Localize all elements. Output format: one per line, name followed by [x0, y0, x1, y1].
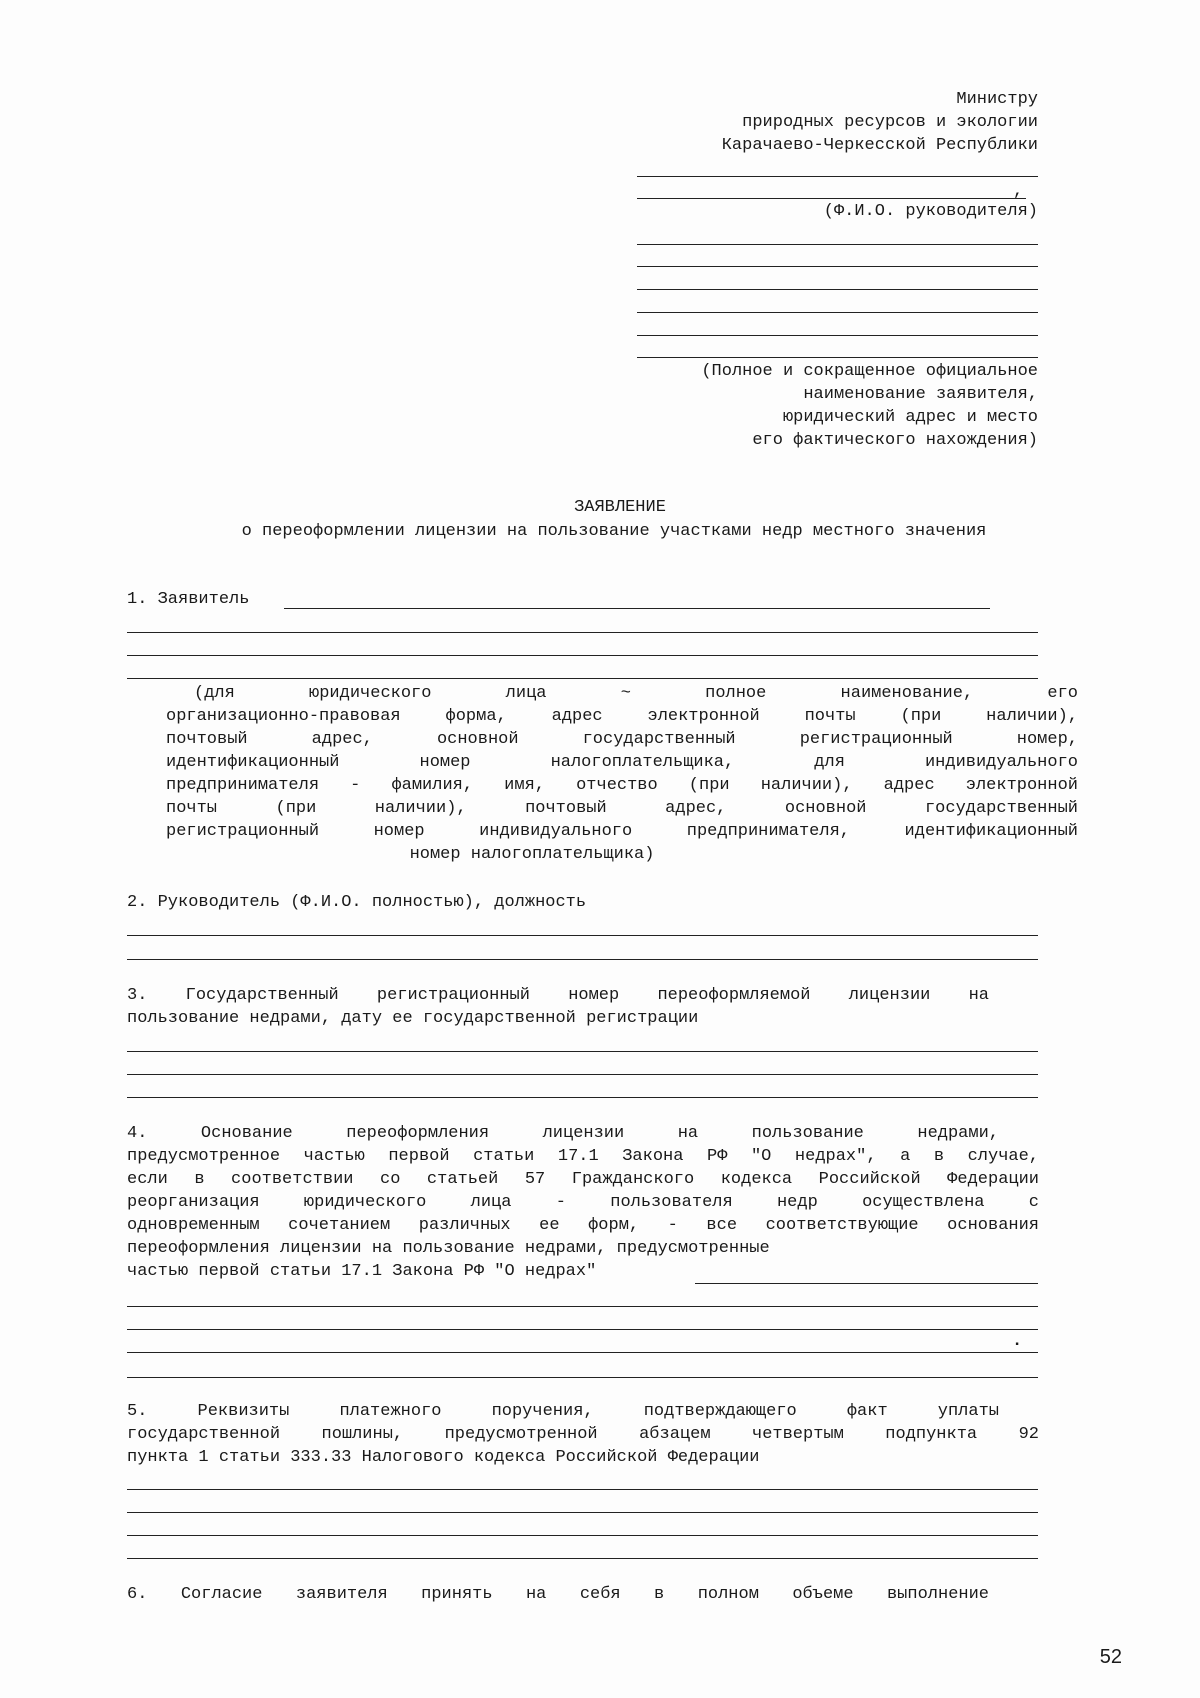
fill-line — [695, 1283, 1038, 1284]
fill-line — [127, 935, 1038, 936]
note-line: (Полное и сокращенное официальное — [701, 362, 1038, 381]
fill-line — [127, 655, 1038, 656]
dot-mark: . — [1012, 1332, 1023, 1351]
text-line: если в соответствии со статьей 57 Гражданского кодекса Российской Федерации — [127, 1170, 1039, 1189]
text-line: 5. Реквизиты платежного поручения, подтверждающего факт уплаты — [127, 1402, 999, 1421]
fill-line — [127, 1306, 1038, 1307]
note-line: его фактического нахождения) — [752, 431, 1038, 450]
text-line: одновременным сочетанием различных ее форм, - все соответствующие основания — [127, 1216, 1039, 1235]
fill-line — [637, 312, 1038, 313]
text-line: переоформления лицензии на пользование недрами, предусмотренные — [127, 1239, 770, 1258]
note-line: предпринимателя - фамилия, имя, отчество (при наличии), адрес электронной — [166, 776, 1078, 795]
fill-line — [127, 1512, 1038, 1513]
text-line: предусмотренное частью первой статьи 17.1 Закона РФ "О недрах", а в случае, — [127, 1147, 1039, 1166]
document-subtitle: о переоформлении лицензии на пользование участками недр местного значения — [241, 522, 987, 541]
fill-line — [637, 357, 1038, 358]
fill-line — [127, 1051, 1038, 1052]
document-title: ЗАЯВЛЕНИЕ — [574, 498, 666, 517]
fill-line — [127, 678, 1038, 679]
fill-line — [284, 608, 990, 609]
fill-line — [127, 1352, 1038, 1353]
fill-line — [637, 198, 1026, 199]
note-line: регистрационный номер индивидуального предпринимателя, идентификационный — [166, 822, 1078, 841]
applicant-note — [701, 360, 1038, 452]
note-line: наименование заявителя, — [803, 385, 1038, 404]
section1-note — [166, 682, 1078, 866]
text-line: 3. Государственный регистрационный номер переоформляемой лицензии на — [127, 986, 989, 1005]
fio-note: (Ф.И.О. руководителя) — [823, 202, 1038, 221]
fill-line — [127, 1097, 1038, 1098]
note-line: почты (при наличии), почтовый адрес, основной государственный — [166, 799, 1078, 818]
section3-text — [127, 984, 989, 1030]
text-line: реорганизация юридического лица - пользователя недр осуществлена с — [127, 1193, 1039, 1212]
fill-line — [637, 176, 1038, 177]
note-line: (для юридического лица ~ полное наименование, его — [194, 684, 1078, 703]
fill-line — [127, 1329, 1038, 1330]
note-line: почтовый адрес, основной государственный регистрационный номер, — [166, 730, 1078, 749]
section1-label: 1. Заявитель — [127, 590, 250, 609]
fill-line — [127, 1535, 1038, 1536]
section4-text — [127, 1122, 1039, 1283]
note-line: юридический адрес и место — [782, 408, 1038, 427]
text-line: пункта 1 статьи 333.33 Налогового кодекса Российской Федерации — [127, 1448, 760, 1467]
section5-text — [127, 1400, 1039, 1469]
addressee-block — [722, 88, 1038, 157]
fill-line — [127, 632, 1038, 633]
text-line: государственной пошлины, предусмотренной абзацем четвертым подпункта 92 — [127, 1425, 1039, 1444]
note-line: идентификационный номер налогоплательщика, для индивидуального — [166, 753, 1078, 772]
fill-line — [127, 1489, 1038, 1490]
fill-line — [127, 959, 1038, 960]
fill-line — [637, 335, 1038, 336]
note-line: номер налогоплательщика) — [409, 845, 655, 864]
fill-line — [127, 1377, 1038, 1378]
addressee-line: Министру — [956, 90, 1038, 109]
text-line: частью первой статьи 17.1 Закона РФ "О недрах" — [127, 1262, 597, 1281]
fill-line — [637, 266, 1038, 267]
section2-label: 2. Руководитель (Ф.И.О. полностью), должность — [127, 893, 587, 912]
text-line: пользование недрами, дату ее государственной регистрации — [127, 1009, 699, 1028]
fill-line — [127, 1558, 1038, 1559]
fill-line — [127, 1074, 1038, 1075]
addressee-line: природных ресурсов и экологии — [742, 113, 1038, 132]
fill-line — [637, 289, 1038, 290]
text-line: 4. Основание переоформления лицензии на пользование недрами, — [127, 1124, 999, 1143]
addressee-line: Карачаево-Черкесской Республики — [721, 136, 1038, 155]
section6-text — [127, 1583, 989, 1606]
page-number: 52 — [1099, 1646, 1122, 1668]
note-line: организационно-правовая форма, адрес электронной почты (при наличии), — [166, 707, 1078, 726]
fill-line — [637, 244, 1038, 245]
comma-mark: , — [1013, 182, 1024, 201]
text-line: 6. Согласие заявителя принять на себя в полном объеме выполнение — [127, 1585, 989, 1604]
